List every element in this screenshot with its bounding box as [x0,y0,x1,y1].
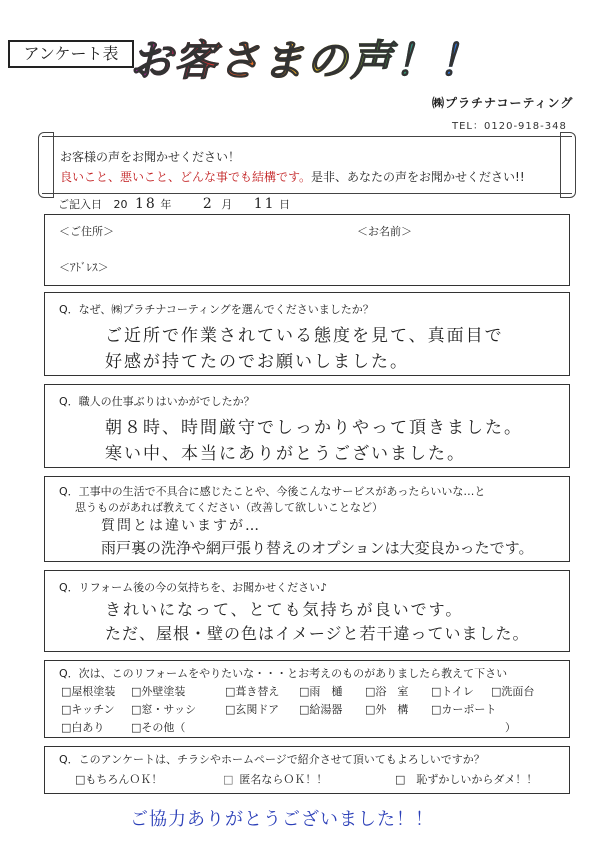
date-label: ご記入日 [58,198,102,211]
option-no[interactable]: □ 恥ずかしいからダメ！！ [395,773,538,786]
option-wall-paint[interactable]: □外壁塗装 [131,685,186,698]
date-year[interactable]: 18 [135,196,157,212]
q3-question-line1: Q．工事中の生活で不具合に感じたことや、今後こんなサービスがあったらいいな…と [59,485,486,498]
q1-answer-line1[interactable]: ご近所で作業されている態度を見て、真面目で [105,326,504,346]
option-gutter[interactable]: □雨 樋 [299,685,343,698]
option-entrance-door[interactable]: □玄関ドア [225,703,280,716]
date-month[interactable]: 2 [202,196,214,212]
anonymous-checkbox[interactable]: □ [223,773,234,786]
intro-black-text: 是非、あなたの声をお聞かせください!! [311,170,525,184]
option-washbasin[interactable]: □洗面台 [491,685,535,698]
question-box-next-reform [44,660,570,738]
option-termite[interactable]: □白あり [61,721,105,734]
option-toilet[interactable]: □トイレ [431,685,474,698]
option-other-close: ） [505,721,516,734]
question-box-craftsman [44,384,570,468]
intro-line1: お客様の声をお聞かせください！ [60,150,241,164]
q2-question: Q．職人の仕事ぶりはいかがでしたか？ [59,395,255,408]
option-exterior[interactable]: □外 構 [365,703,409,716]
thank-you-footer: ご協力ありがとうございました！！ [130,809,434,830]
phone-number: TEL：0120-918-348 [452,121,567,132]
name-label: ＜お名前＞ [357,225,412,238]
q3-answer-line2[interactable]: 雨戸裏の洗浄や網戸張り替えのオプションは大変良かったです。 [101,539,534,557]
survey-tag: アンケート表 [8,40,134,68]
option-other[interactable]: □その他（ [131,721,186,734]
q2-answer-line1[interactable]: 朝８時、時間厳守でしっかりやって頂きました。 [105,418,523,438]
question-box-improvement [44,476,570,562]
date-era: 20 [113,198,128,211]
intro-line2 [60,168,525,185]
option-window-sash[interactable]: □窓・サッシ [131,703,197,716]
intro-red-text: 良いこと、悪いこと、どんな事でも結構です。 [60,170,312,184]
company-name: ㈱プラチナコーティング [432,96,574,110]
option-water-heater[interactable]: □給湯器 [299,703,343,716]
q6-question: Q．このアンケートは、チラシやホームページで紹介させて頂いてもよろしいですか？ [59,753,485,766]
q1-question: Q．なぜ、㈱プラチナコーティングを選んでくださいましたか？ [59,303,374,316]
question-box-permission [44,746,570,794]
q2-answer-line2[interactable]: 寒い中、本当にありがとうございました。 [105,444,466,464]
option-reroof[interactable]: □葺き替え [225,685,280,698]
q4-answer-line1[interactable]: きれいになって、とても気持ちが良いです。 [105,600,464,619]
option-anonymous-ok[interactable] [223,771,327,787]
customer-info-box [44,214,570,286]
intro-scroll [42,136,572,194]
option-ok[interactable]: □もちろんＯＫ！ [75,773,163,786]
date-day-unit: 日 [279,198,291,211]
option-carport[interactable]: □カーポート [431,703,497,716]
q3-answer-line1[interactable]: 質問とは違いますが… [101,518,261,534]
scroll-right-curl [560,132,576,198]
date-year-unit: 年 [160,198,172,211]
email-label: ＜ｱﾄﾞﾚｽ＞ [59,261,109,274]
question-box-reason [44,292,570,376]
anonymous-label: 匿名ならＯＫ！！ [239,773,328,786]
date-day[interactable]: 11 [253,196,276,212]
option-kitchen[interactable]: □キッチン [61,703,115,716]
option-roof-paint[interactable]: □屋根塗装 [61,685,116,698]
date-month-unit: 月 [221,198,233,211]
q5-question: Q．次は、このリフォームをやりたいな・・・とお考えのものがありましたら教えて下さい [59,667,508,680]
page-title: お客さまの声！！ [130,28,482,88]
option-bathroom[interactable]: □浴 室 [365,685,409,698]
entry-date [58,196,290,212]
question-box-feelings [44,570,570,652]
q4-answer-line2[interactable]: ただ、屋根・壁の色はイメージと若干違っていました。 [105,624,530,643]
q3-question-line2: 思うものがあれば教えてください（改善して欲しいことなど） [75,501,383,514]
q1-answer-line2[interactable]: 好感が持てたのでお願いしました。 [105,352,409,372]
address-label: ＜ご住所＞ [59,225,114,238]
q4-question: Q．リフォーム後の今の気持ちを、お聞かせください♪ [59,581,328,594]
